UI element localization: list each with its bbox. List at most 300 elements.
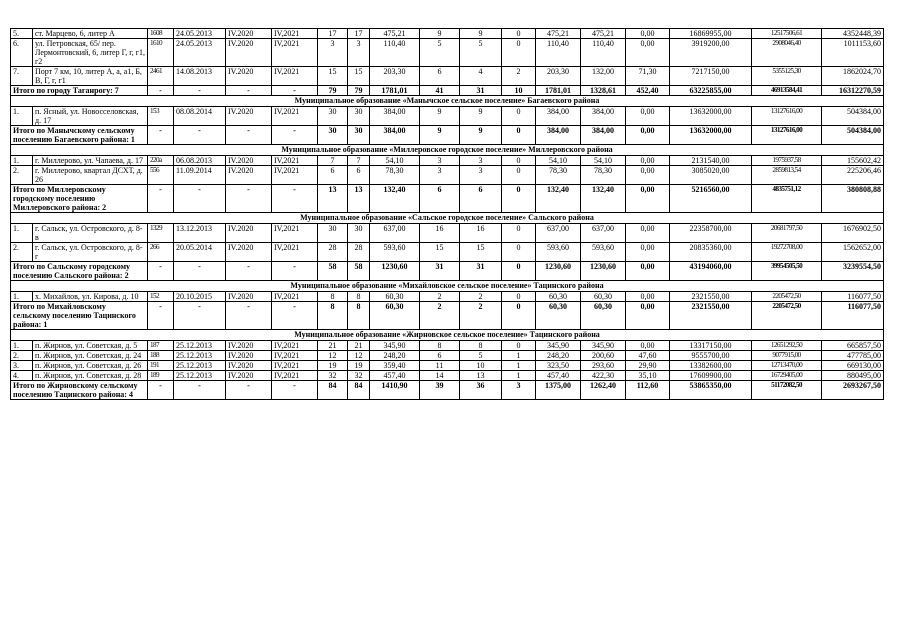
cell-residents-b: 15: [348, 67, 370, 86]
subtotal-cell-cost-k: 46913584,41: [752, 86, 822, 96]
cell-area-total: 78,30: [370, 166, 420, 185]
subtotal-cell-residents-a: 13: [318, 185, 348, 213]
cell-id: 1610: [148, 39, 174, 67]
subtotal-cell-residents-b: 30: [348, 126, 370, 145]
cell-period-start: IV.2020: [226, 107, 272, 126]
cell-number: 1.: [11, 341, 33, 351]
cell-period-end-dash: -: [272, 262, 318, 281]
cell-area-i: 0,00: [626, 292, 670, 302]
cell-number: 2.: [11, 166, 33, 185]
cell-rooms-b: 0: [502, 341, 536, 351]
cell-rooms-total: 9: [420, 107, 460, 126]
subtotal-cell-rooms-total: 6: [420, 185, 460, 213]
cell-area-g: 203,30: [536, 67, 581, 86]
cell-cost-k: 12517506,61: [752, 29, 822, 39]
cell-id-dash: -: [148, 302, 174, 330]
cell-area-g: 457,40: [536, 371, 581, 381]
subtotal-cell-cost-l: 380808,88: [822, 185, 884, 213]
subtotal-cell-area-h: 60,30: [581, 302, 626, 330]
cell-residents-a: 3: [318, 39, 348, 67]
cell-rooms-a: 10: [460, 361, 502, 371]
cell-number: 1.: [11, 224, 33, 243]
cell-period-end-dash: -: [272, 302, 318, 330]
cell-rooms-b: 2: [502, 67, 536, 86]
cell-area-h: 132,00: [581, 67, 626, 86]
subtotal-cell-area-total: 1781,01: [370, 86, 420, 96]
cell-cost-k: 20681797,50: [752, 224, 822, 243]
cell-rooms-total: 9: [420, 29, 460, 39]
cell-number: 5.: [11, 29, 33, 39]
table-row: [11, 39, 884, 67]
cell-rooms-total: 14: [420, 371, 460, 381]
cell-period-end: IV,2021: [272, 67, 318, 86]
cell-area-g: 637,00: [536, 224, 581, 243]
cell-area-g: 593,60: [536, 243, 581, 262]
cell-area-g: 110,40: [536, 39, 581, 67]
subtotal-cell-residents-b: 13: [348, 185, 370, 213]
cell-date: 08.08.2014: [174, 107, 226, 126]
cell-id-dash: -: [148, 185, 174, 213]
cell-address: г. Сальск, ул. Островского, д. 8-в: [33, 224, 148, 243]
cell-period-end: IV,2021: [272, 371, 318, 381]
subtotal-label: Итого по Михайловскому сельскому поселению Тацинского района: 1: [11, 302, 148, 330]
cell-area-total: 248,20: [370, 351, 420, 361]
subtotal-row: [11, 262, 884, 281]
cell-area-g: 78,30: [536, 166, 581, 185]
cell-period-start: IV.2020: [226, 341, 272, 351]
cell-residents-a: 30: [318, 224, 348, 243]
cell-date-dash: -: [174, 86, 226, 96]
cell-cost-total: 22358700,00: [670, 224, 752, 243]
cell-area-total: 54,10: [370, 156, 420, 166]
subtotal-cell-residents-a: 84: [318, 381, 348, 400]
cell-cost-total: 16869955,00: [670, 29, 752, 39]
subtotal-cell-cost-k: 51172082,50: [752, 381, 822, 400]
cell-cost-total: 17609900,00: [670, 371, 752, 381]
section-header-row: [11, 213, 884, 224]
cell-area-h: 110,40: [581, 39, 626, 67]
cell-rooms-b: 0: [502, 243, 536, 262]
cell-id-dash: -: [148, 381, 174, 400]
cell-rooms-b: 1: [502, 351, 536, 361]
subtotal-cell-area-g: 60,30: [536, 302, 581, 330]
cell-rooms-b: 0: [502, 166, 536, 185]
cell-id: 189: [148, 371, 174, 381]
subtotal-label: Итого по Манычскому сельскому поселению Багаевского района: 1: [11, 126, 148, 145]
cell-rooms-b: 0: [502, 107, 536, 126]
cell-period-start: IV.2020: [226, 29, 272, 39]
subtotal-cell-residents-a: 79: [318, 86, 348, 96]
subtotal-cell-area-total: 60,30: [370, 302, 420, 330]
section-header-row: [11, 330, 884, 341]
subtotal-cell-rooms-b: 0: [502, 262, 536, 281]
cell-residents-b: 6: [348, 166, 370, 185]
cell-rooms-a: 15: [460, 243, 502, 262]
cell-period-start-dash: -: [226, 381, 272, 400]
subtotal-cell-area-i: 452,40: [626, 86, 670, 96]
cell-cost-l: 4352448,39: [822, 29, 884, 39]
cell-rooms-a: 3: [460, 156, 502, 166]
cell-date-dash: -: [174, 381, 226, 400]
subtotal-label: Итого по Сальскому городскому поселению Сальского района: 2: [11, 262, 148, 281]
subtotal-cell-cost-k: 4835751,12: [752, 185, 822, 213]
cell-cost-k: 9077915,00: [752, 351, 822, 361]
cell-rooms-b: 1: [502, 361, 536, 371]
cell-residents-b: 8: [348, 292, 370, 302]
cell-cost-total: 13632000,00: [670, 107, 752, 126]
subtotal-cell-area-i: 0,00: [626, 126, 670, 145]
cell-residents-a: 19: [318, 361, 348, 371]
cell-cost-l: 504384,00: [822, 107, 884, 126]
cell-period-start: IV.2020: [226, 39, 272, 67]
subtotal-cell-cost-l: 16312270,59: [822, 86, 884, 96]
subtotal-cell-area-g: 384,00: [536, 126, 581, 145]
section-title: Муниципальное образование «Жирновское сельское поселение» Тацинского района: [11, 330, 884, 341]
cell-area-total: 359,40: [370, 361, 420, 371]
cell-period-end: IV,2021: [272, 39, 318, 67]
cell-residents-b: 30: [348, 107, 370, 126]
cell-period-end: IV,2021: [272, 166, 318, 185]
subtotal-cell-area-g: 132,40: [536, 185, 581, 213]
cell-area-g: 323,50: [536, 361, 581, 371]
subtotal-cell-area-i: 0,00: [626, 262, 670, 281]
subtotal-cell-area-total: 384,00: [370, 126, 420, 145]
cell-area-total: 203,30: [370, 67, 420, 86]
cell-rooms-total: 3: [420, 156, 460, 166]
cell-id: 191: [148, 361, 174, 371]
cell-period-end-dash: -: [272, 381, 318, 400]
cell-period-start-dash: -: [226, 126, 272, 145]
subtotal-cell-area-i: 112,60: [626, 381, 670, 400]
cell-number: 1.: [11, 107, 33, 126]
cell-area-i: 29,90: [626, 361, 670, 371]
cell-rooms-a: 16: [460, 224, 502, 243]
cell-area-i: 0,00: [626, 39, 670, 67]
subtotal-cell-area-g: 1375,00: [536, 381, 581, 400]
subtotal-label: Итого по Жирновскому сельскому поселению Тацинского района: 4: [11, 381, 148, 400]
subtotal-cell-rooms-total: 9: [420, 126, 460, 145]
cell-period-start: IV.2020: [226, 351, 272, 361]
subtotal-cell-residents-a: 8: [318, 302, 348, 330]
cell-area-total: 475,21: [370, 29, 420, 39]
table-row: [11, 292, 884, 302]
subtotal-label: Итого по Миллеровскому городскому поселению Миллеровского района: 2: [11, 185, 148, 213]
cell-id: 220а: [148, 156, 174, 166]
section-title: Муниципальное образование «Миллеровское городское поселение» Миллеровского района: [11, 145, 884, 156]
cell-cost-k: 1975937,58: [752, 156, 822, 166]
subtotal-cell-rooms-total: 2: [420, 302, 460, 330]
cell-period-start-dash: -: [226, 262, 272, 281]
cell-residents-b: 17: [348, 29, 370, 39]
cell-number: 6.: [11, 39, 33, 67]
cell-cost-total: 7217150,00: [670, 67, 752, 86]
cell-cost-total: 9555700,00: [670, 351, 752, 361]
cell-period-start: IV.2020: [226, 371, 272, 381]
table-row: [11, 67, 884, 86]
cell-id: 556: [148, 166, 174, 185]
table-row: [11, 341, 884, 351]
cell-rooms-a: 13: [460, 371, 502, 381]
cell-period-start: IV.2020: [226, 224, 272, 243]
cell-rooms-total: 3: [420, 166, 460, 185]
cell-residents-b: 21: [348, 341, 370, 351]
subtotal-cell-rooms-a: 36: [460, 381, 502, 400]
cell-id: 266: [148, 243, 174, 262]
cell-area-h: 200,60: [581, 351, 626, 361]
cell-date: 25.12.2013: [174, 351, 226, 361]
cell-number: 4.: [11, 371, 33, 381]
cell-cost-l: 155602,42: [822, 156, 884, 166]
cell-period-end: IV,2021: [272, 224, 318, 243]
cell-period-start: IV.2020: [226, 156, 272, 166]
cell-id: 153: [148, 107, 174, 126]
subtotal-cell-cost-l: 3239554,50: [822, 262, 884, 281]
table-row: [11, 156, 884, 166]
cell-cost-k: 2908046,40: [752, 39, 822, 67]
cell-residents-a: 17: [318, 29, 348, 39]
cell-period-start-dash: -: [226, 86, 272, 96]
subtotal-cell-area-h: 384,00: [581, 126, 626, 145]
subtotal-cell-residents-b: 58: [348, 262, 370, 281]
cell-rooms-total: 6: [420, 67, 460, 86]
cell-period-end-dash: -: [272, 86, 318, 96]
cell-address: п. Жирнов, ул. Советская, д. 26: [33, 361, 148, 371]
cell-id: 1329: [148, 224, 174, 243]
cell-residents-b: 12: [348, 351, 370, 361]
cell-cost-k: 12651292,50: [752, 341, 822, 351]
cell-area-total: 345,90: [370, 341, 420, 351]
cell-area-g: 475,21: [536, 29, 581, 39]
cell-id-dash: -: [148, 262, 174, 281]
cell-rooms-total: 11: [420, 361, 460, 371]
cell-id-dash: -: [148, 126, 174, 145]
cell-area-h: 593,60: [581, 243, 626, 262]
subtotal-row: [11, 381, 884, 400]
cell-rooms-b: 1: [502, 371, 536, 381]
cell-area-i: 71,30: [626, 67, 670, 86]
subtotal-cell-cost-l: 504384,00: [822, 126, 884, 145]
cell-date-dash: -: [174, 126, 226, 145]
cell-number: 2.: [11, 351, 33, 361]
section-header-row: [11, 145, 884, 156]
subtotal-row: [11, 86, 884, 96]
section-header-row: [11, 96, 884, 107]
subtotal-cell-rooms-total: 39: [420, 381, 460, 400]
cell-area-total: 637,00: [370, 224, 420, 243]
cell-period-end: IV,2021: [272, 341, 318, 351]
table-row: [11, 351, 884, 361]
cell-date: 14.08.2013: [174, 67, 226, 86]
section-title: Муниципальное образование «Михайловское сельское поселение» Тацинского района: [11, 281, 884, 292]
subtotal-cell-cost-k: 13127616,00: [752, 126, 822, 145]
table-row: [11, 166, 884, 185]
subtotal-cell-residents-a: 58: [318, 262, 348, 281]
subtotal-cell-area-h: 1328,61: [581, 86, 626, 96]
subtotal-cell-residents-b: 79: [348, 86, 370, 96]
subtotal-cell-cost-l: 2693267,50: [822, 381, 884, 400]
subtotal-cell-cost-k: 2205472,50: [752, 302, 822, 330]
table-row: [11, 361, 884, 371]
table-body: [11, 29, 884, 400]
cell-date: 25.12.2013: [174, 341, 226, 351]
subtotal-cell-rooms-a: 2: [460, 302, 502, 330]
cell-area-h: 78,30: [581, 166, 626, 185]
subtotal-cell-area-h: 1262,40: [581, 381, 626, 400]
cell-cost-l: 880495,00: [822, 371, 884, 381]
subtotal-cell-cost-total: 13632000,00: [670, 126, 752, 145]
cell-area-i: 0,00: [626, 166, 670, 185]
cell-cost-l: 1011153,60: [822, 39, 884, 67]
cell-date: 06.08.2013: [174, 156, 226, 166]
cell-residents-a: 21: [318, 341, 348, 351]
subtotal-cell-rooms-b: 3: [502, 381, 536, 400]
cell-rooms-b: 0: [502, 29, 536, 39]
cell-cost-l: 225206,46: [822, 166, 884, 185]
cell-cost-l: 669130,00: [822, 361, 884, 371]
table-row: [11, 29, 884, 39]
cell-rooms-a: 8: [460, 341, 502, 351]
cell-cost-total: 3085020,00: [670, 166, 752, 185]
cell-cost-l: 1562652,00: [822, 243, 884, 262]
cell-address: г. Миллерово, ул. Чапаева, д. 17: [33, 156, 148, 166]
cell-residents-b: 7: [348, 156, 370, 166]
subtotal-row: [11, 126, 884, 145]
subtotal-cell-residents-b: 84: [348, 381, 370, 400]
cell-period-end: IV,2021: [272, 243, 318, 262]
cell-cost-total: 13317150,00: [670, 341, 752, 351]
cell-rooms-b: 0: [502, 39, 536, 67]
cell-id: 187: [148, 341, 174, 351]
cell-period-end: IV,2021: [272, 107, 318, 126]
cell-cost-l: 1676902,50: [822, 224, 884, 243]
cell-period-end: IV,2021: [272, 29, 318, 39]
cell-area-i: 0,00: [626, 224, 670, 243]
cell-area-total: 457,40: [370, 371, 420, 381]
cell-period-start-dash: -: [226, 185, 272, 213]
subtotal-cell-area-total: 1230,60: [370, 262, 420, 281]
cell-address: п. Ясный, ул. Новосселовская, д. 17: [33, 107, 148, 126]
cell-cost-k: 13127616,00: [752, 107, 822, 126]
cell-date: 13.12.2013: [174, 224, 226, 243]
cell-cost-total: 2321550,00: [670, 292, 752, 302]
subtotal-cell-cost-total: 5216560,00: [670, 185, 752, 213]
cell-id: 188: [148, 351, 174, 361]
housing-register-table: [10, 28, 884, 400]
cell-cost-k: 2205472,50: [752, 292, 822, 302]
cell-residents-b: 28: [348, 243, 370, 262]
cell-rooms-b: 0: [502, 224, 536, 243]
cell-area-total: 110,40: [370, 39, 420, 67]
cell-residents-b: 30: [348, 224, 370, 243]
section-title: Муниципальное образование «Манычское сельское поселение» Багаевского района: [11, 96, 884, 107]
cell-cost-total: 20835360,00: [670, 243, 752, 262]
cell-cost-k: 2859813,54: [752, 166, 822, 185]
cell-number: 1.: [11, 292, 33, 302]
cell-cost-l: 1862024,70: [822, 67, 884, 86]
cell-address: г. Сальск, ул. Островского, д. 8-г: [33, 243, 148, 262]
table-row: [11, 371, 884, 381]
cell-id: 1608: [148, 29, 174, 39]
subtotal-cell-cost-k: 39954505,50: [752, 262, 822, 281]
cell-area-h: 54,10: [581, 156, 626, 166]
cell-address: Порт 7 км, 10, литер А, а, а1, Б, В, Г, г, г1: [33, 67, 148, 86]
subtotal-cell-area-i: 0,00: [626, 185, 670, 213]
cell-rooms-a: 9: [460, 29, 502, 39]
cell-address: п. Жирнов, ул. Советская, д. 28: [33, 371, 148, 381]
cell-address: ст. Марцево, 6, литер А: [33, 29, 148, 39]
cell-residents-a: 7: [318, 156, 348, 166]
cell-rooms-b: 0: [502, 292, 536, 302]
cell-area-total: 384,00: [370, 107, 420, 126]
cell-cost-k: 19272708,00: [752, 243, 822, 262]
cell-period-end: IV,2021: [272, 361, 318, 371]
cell-residents-b: 19: [348, 361, 370, 371]
cell-area-g: 345,90: [536, 341, 581, 351]
subtotal-cell-rooms-b: 0: [502, 185, 536, 213]
table-row: [11, 224, 884, 243]
subtotal-cell-residents-b: 8: [348, 302, 370, 330]
subtotal-cell-cost-l: 116077,50: [822, 302, 884, 330]
cell-rooms-a: 3: [460, 166, 502, 185]
cell-rooms-a: 5: [460, 351, 502, 361]
cell-period-start: IV.2020: [226, 166, 272, 185]
subtotal-cell-rooms-b: 0: [502, 126, 536, 145]
cell-rooms-b: 0: [502, 156, 536, 166]
subtotal-cell-cost-total: 2321550,00: [670, 302, 752, 330]
cell-date-dash: -: [174, 185, 226, 213]
cell-residents-a: 12: [318, 351, 348, 361]
cell-id-dash: -: [148, 86, 174, 96]
cell-date-dash: -: [174, 262, 226, 281]
cell-rooms-a: 5: [460, 39, 502, 67]
subtotal-cell-area-total: 132,40: [370, 185, 420, 213]
cell-address: п. Жирнов, ул. Советская, д. 24: [33, 351, 148, 361]
cell-cost-l: 477785,00: [822, 351, 884, 361]
subtotal-row: [11, 302, 884, 330]
cell-period-start: IV.2020: [226, 67, 272, 86]
cell-area-h: 345,90: [581, 341, 626, 351]
subtotal-cell-area-h: 1230,60: [581, 262, 626, 281]
cell-area-i: 0,00: [626, 29, 670, 39]
cell-cost-k: 12713470,00: [752, 361, 822, 371]
cell-rooms-a: 4: [460, 67, 502, 86]
cell-cost-k: 5355125,30: [752, 67, 822, 86]
subtotal-cell-rooms-total: 31: [420, 262, 460, 281]
cell-area-g: 384,00: [536, 107, 581, 126]
subtotal-cell-cost-total: 53865350,00: [670, 381, 752, 400]
subtotal-cell-area-total: 1410,90: [370, 381, 420, 400]
cell-number: 3.: [11, 361, 33, 371]
subtotal-label: Итого по городу Таганрогу: 7: [11, 86, 148, 96]
cell-cost-total: 13382600,00: [670, 361, 752, 371]
cell-rooms-total: 2: [420, 292, 460, 302]
cell-period-start-dash: -: [226, 302, 272, 330]
cell-residents-b: 32: [348, 371, 370, 381]
cell-address: ул. Петровская, 65/ пер. Лермонтовский, 6, литер Г, г, г1, г2: [33, 39, 148, 67]
cell-residents-a: 15: [318, 67, 348, 86]
cell-area-h: 422,30: [581, 371, 626, 381]
cell-residents-b: 3: [348, 39, 370, 67]
subtotal-cell-area-g: 1230,60: [536, 262, 581, 281]
cell-area-i: 47,60: [626, 351, 670, 361]
cell-period-end-dash: -: [272, 185, 318, 213]
cell-period-end-dash: -: [272, 126, 318, 145]
subtotal-cell-rooms-a: 31: [460, 86, 502, 96]
cell-area-i: 0,00: [626, 156, 670, 166]
subtotal-cell-rooms-b: 0: [502, 302, 536, 330]
cell-rooms-total: 16: [420, 224, 460, 243]
cell-address: х. Михайлов, ул. Кирова, д. 10: [33, 292, 148, 302]
